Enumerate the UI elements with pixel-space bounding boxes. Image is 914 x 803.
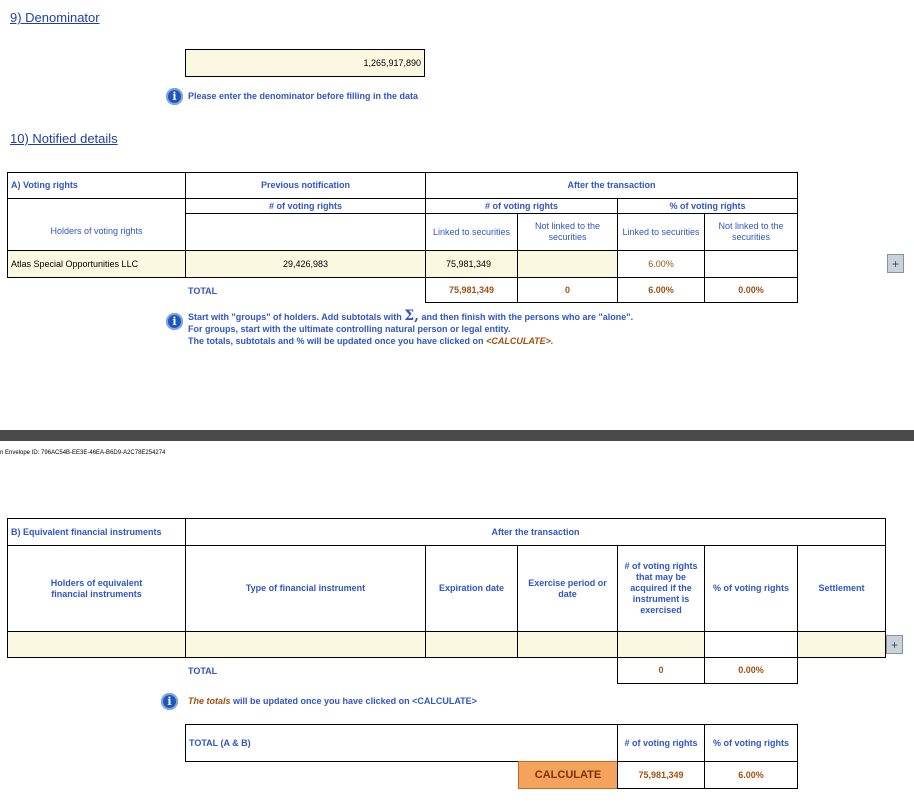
table-b-after-transaction: After the transaction <box>185 518 886 546</box>
holder-name-cell[interactable]: Atlas Special Opportunities LLC <box>7 250 186 278</box>
info-text: For groups, start with the ultimate controlling natural person or legal entity. <box>188 324 511 334</box>
denominator-input[interactable]: 1,265,917,890 <box>185 49 425 77</box>
prev-voting-cell[interactable]: 29,426,983 <box>185 250 426 278</box>
table-a-title: A) Voting rights <box>7 172 186 199</box>
not-linked-num-header: Not linked to the securities <box>517 213 618 251</box>
total-ab-pct-header: % of voting rights <box>704 724 798 762</box>
pct-header: % of voting rights <box>704 545 798 632</box>
linked-pct-cell: 6.00% <box>617 250 705 278</box>
table-b-holder-cell[interactable] <box>7 631 186 658</box>
expiration-cell[interactable] <box>425 631 518 658</box>
calculate-button[interactable]: CALCULATE <box>518 761 618 789</box>
total-not-linked-num: 0 <box>517 277 618 303</box>
sigma-icon: Σ, <box>404 308 419 324</box>
prev-num-voting-header: # of voting rights <box>185 198 426 214</box>
info-icon: i <box>166 313 183 330</box>
after-pct-voting-header: % of voting rights <box>617 198 798 214</box>
denominator-info: Please enter the denominator before filling in the data <box>188 91 419 101</box>
settlement-cell[interactable] <box>797 631 886 658</box>
after-transaction-header: After the transaction <box>425 172 798 199</box>
total-linked-pct: 6.00% <box>617 277 705 303</box>
total-ab-label: TOTAL (A & B) <box>185 724 618 762</box>
envelope-id: n Envelope ID: 796AC54B-EE3E-46EA-B6D9-A2C78E254274 <box>0 450 166 456</box>
type-header: Type of financial instrument <box>185 545 426 632</box>
voting-acquired-cell[interactable] <box>617 631 705 658</box>
previous-notification-header: Previous notification <box>185 172 426 199</box>
add-row-button-a[interactable] <box>887 254 904 273</box>
table-b-holders-header: Holders of equivalent financial instruments <box>7 545 186 632</box>
linked-num-header: Linked to securities <box>425 213 518 251</box>
voting-acquired-header: # of voting rights that may be acquired if the instrument is exercised <box>617 545 705 632</box>
info-text: Start with "groups" of holders. Add subtotals with <box>188 312 402 322</box>
info-icon: i <box>161 693 178 710</box>
exercise-cell[interactable] <box>517 631 618 658</box>
type-cell[interactable] <box>185 631 426 658</box>
pct-cell <box>704 631 798 658</box>
table-a-info <box>188 310 633 347</box>
total-ab-num-header: # of voting rights <box>617 724 705 762</box>
total-not-linked-pct: 0.00% <box>704 277 798 303</box>
holders-header: Holders of voting rights <box>7 213 186 251</box>
info-icon: i <box>166 88 183 105</box>
table-b-total-label: TOTAL <box>188 666 218 676</box>
plus-icon: + <box>891 256 899 271</box>
settlement-header: Settlement <box>797 545 886 632</box>
info-text: will be updated once you have clicked on <CALCULATE> <box>233 696 477 706</box>
linked-num-cell[interactable]: 75,981,349 <box>425 250 518 278</box>
page-break-bar <box>0 430 914 441</box>
table-b-total-pct: 0.00% <box>704 657 798 684</box>
section-9-title: 9) Denominator <box>10 10 100 25</box>
not-linked-num-cell[interactable] <box>517 250 618 278</box>
blank-cell <box>7 198 186 214</box>
plus-icon: + <box>890 637 898 652</box>
after-num-voting-header: # of voting rights <box>425 198 618 214</box>
section-10-title: 10) Notified details <box>10 131 118 146</box>
table-b-title: B) Equivalent financial instruments <box>7 518 186 546</box>
linked-pct-header: Linked to securities <box>617 213 705 251</box>
exercise-header: Exercise period or date <box>517 545 618 632</box>
not-linked-pct-cell <box>704 250 798 278</box>
calculate-ref: <CALCULATE>. <box>486 336 554 346</box>
info-text: The totals, subtotals and % will be updated once you have clicked on <box>188 336 484 346</box>
add-row-button-b[interactable] <box>886 635 903 654</box>
total-linked-num: 75,981,349 <box>425 277 518 303</box>
divider <box>185 761 518 762</box>
blank-cell <box>185 213 426 251</box>
total-ab-num: 75,981,349 <box>617 761 705 789</box>
table-b-info <box>188 695 477 707</box>
not-linked-pct-header: Not linked to the securities <box>704 213 798 251</box>
total-ab-pct: 6.00% <box>704 761 798 789</box>
expiration-header: Expiration date <box>425 545 518 632</box>
table-a-total-label: TOTAL <box>188 286 218 296</box>
table-b-total-num: 0 <box>617 657 705 684</box>
info-text: and then finish with the persons who are "alone". <box>421 312 634 322</box>
info-text: The totals <box>188 696 231 706</box>
